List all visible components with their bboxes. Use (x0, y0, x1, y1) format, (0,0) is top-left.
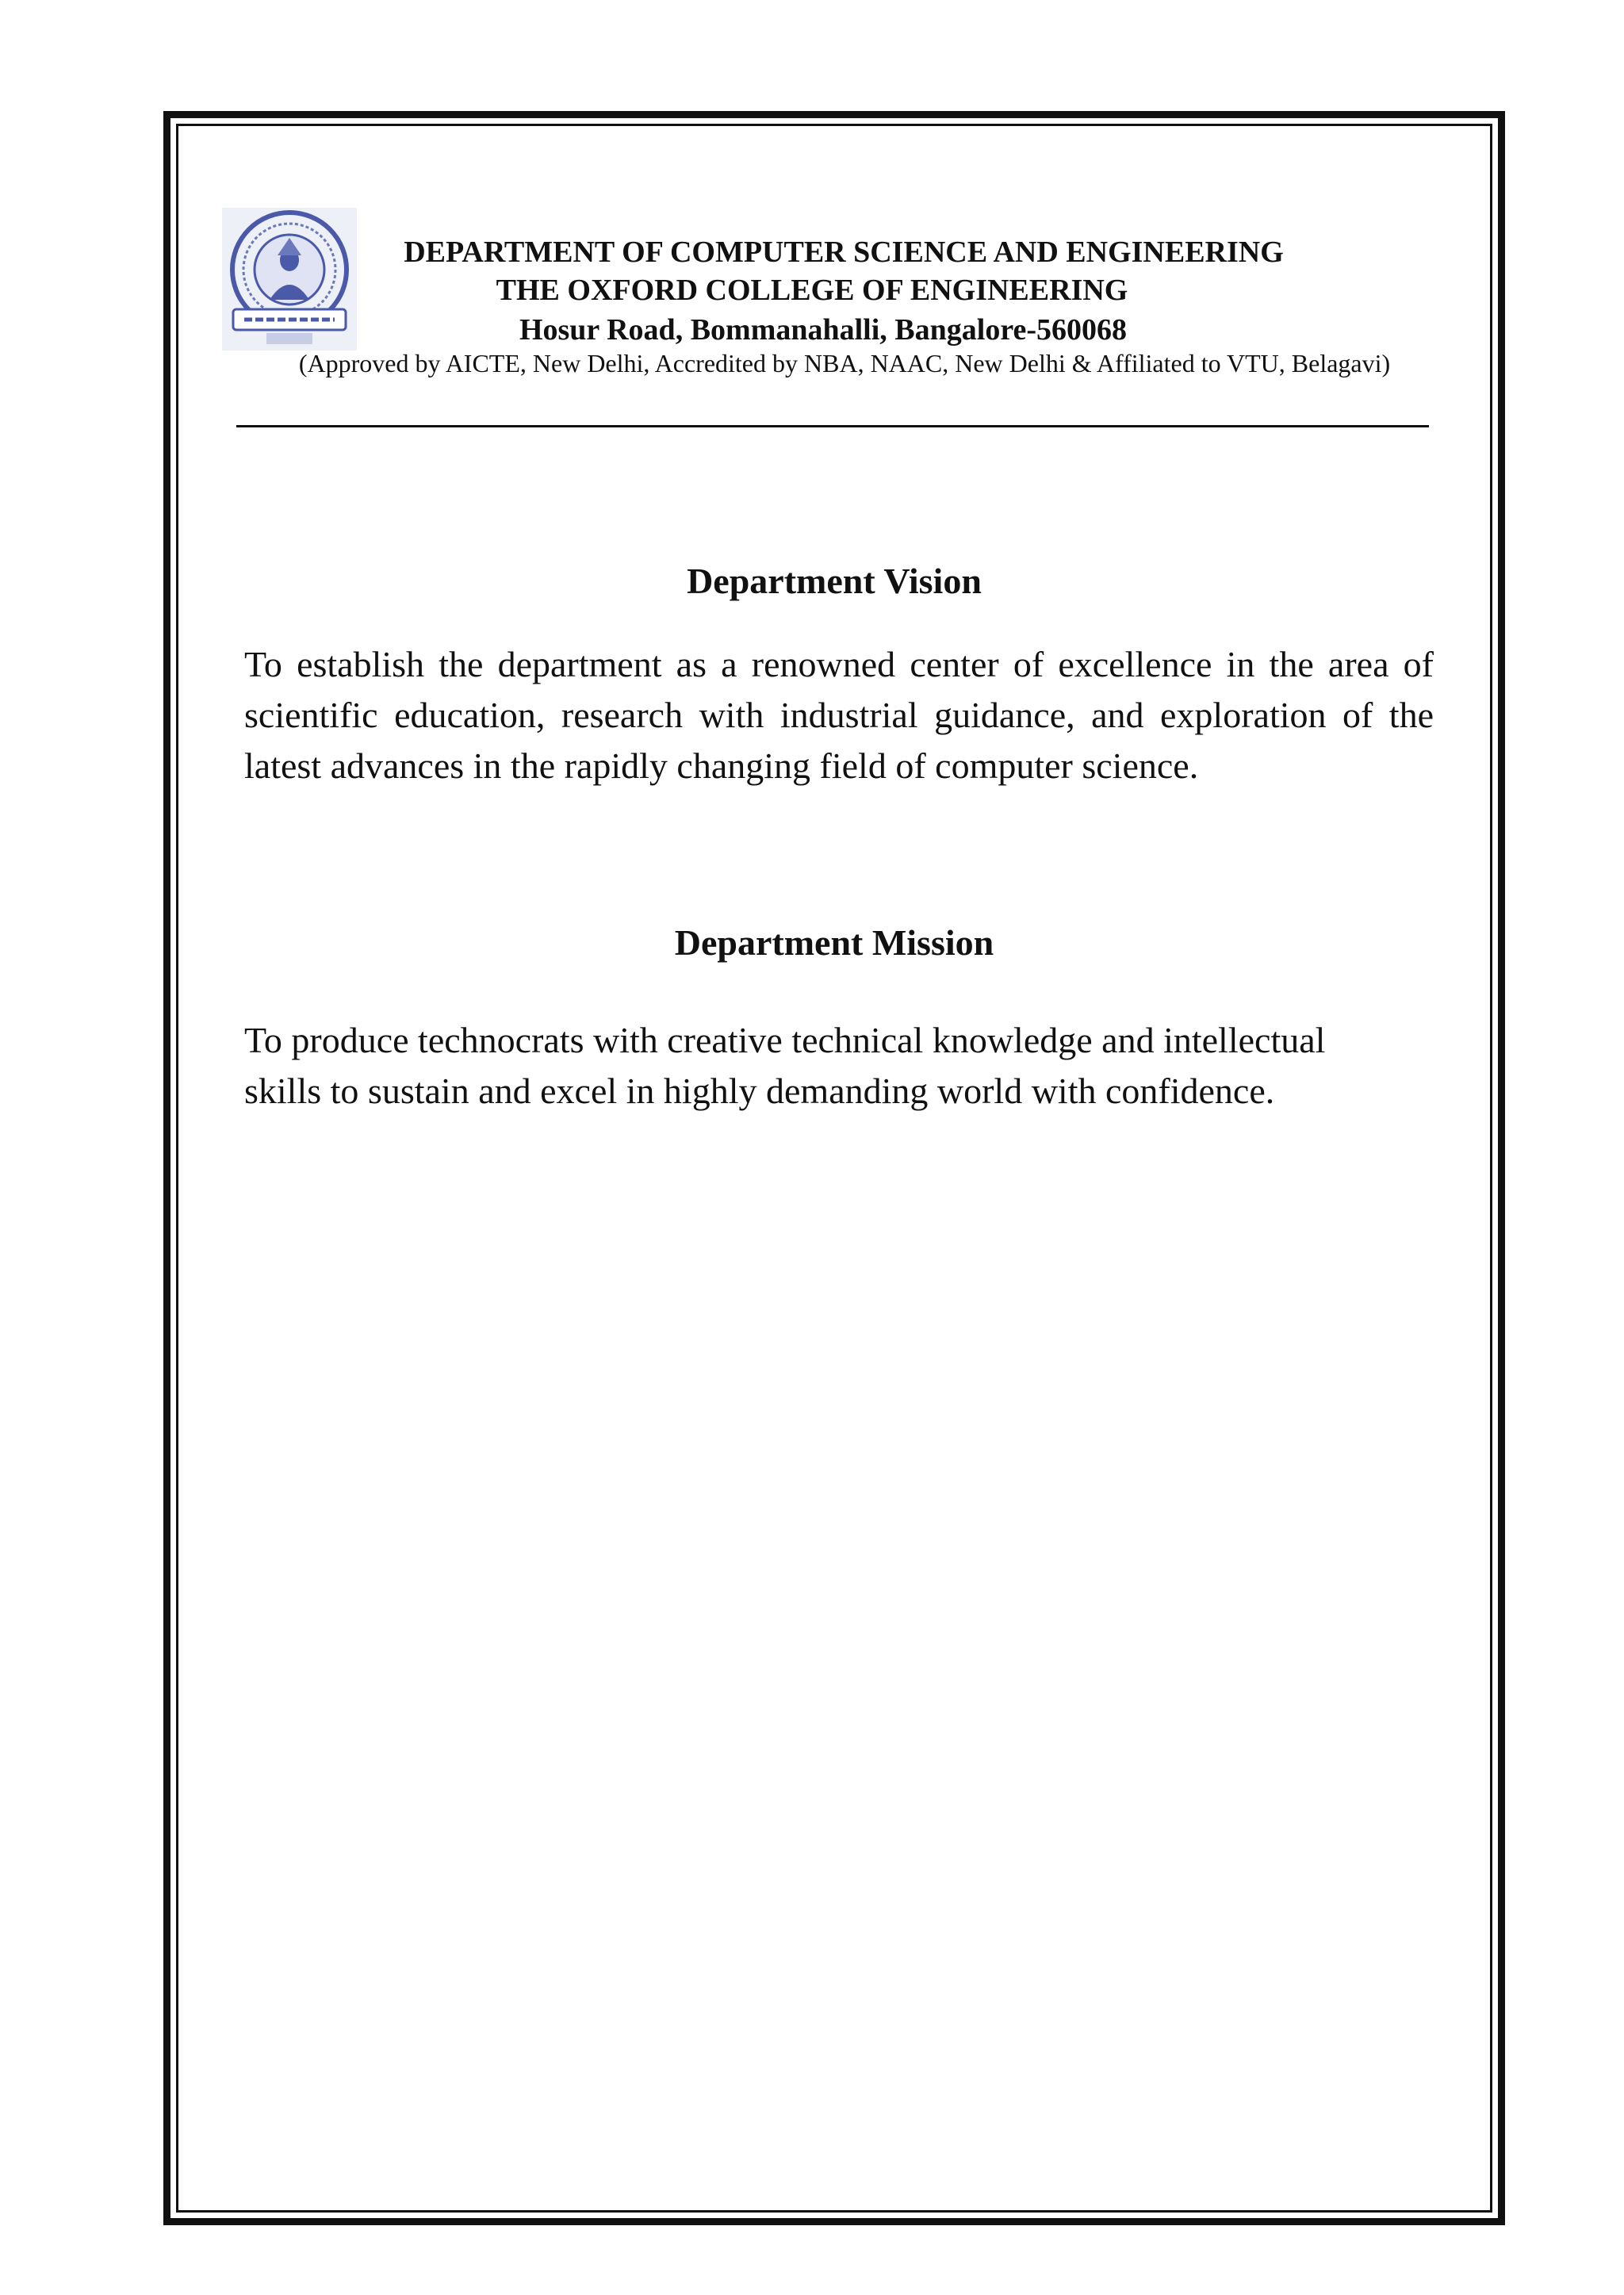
accreditation-note: (Approved by AICTE, New Delhi, Accredited by NBA, NAAC, New Delhi & Affiliated to VTU, Belagavi) (298, 349, 1391, 377)
college-address: Hosur Road, Bommanahalli, Bangalore-560068 (519, 313, 1128, 347)
mission-heading: Department Mission (674, 922, 994, 963)
mission-statement: To produce technocrats with creative technical knowledge and intellectual skills to sustain and excel in highly demanding world with confidence. (244, 1020, 1326, 1111)
header-divider (236, 425, 1429, 427)
page-border-inner (176, 124, 1492, 2213)
vision-statement: To establish the department as a renowned center of excellence in the area of scientific education, research with industrial guidance, and exploration of the latest advances in the rapidly changing field of computer science. (244, 644, 1434, 786)
department-name: DEPARTMENT OF COMPUTER SCIENCE AND ENGINEERING (404, 236, 1284, 269)
college-name: THE OXFORD COLLEGE OF ENGINEERING (496, 274, 1128, 307)
vision-heading: Department Vision (687, 561, 982, 601)
